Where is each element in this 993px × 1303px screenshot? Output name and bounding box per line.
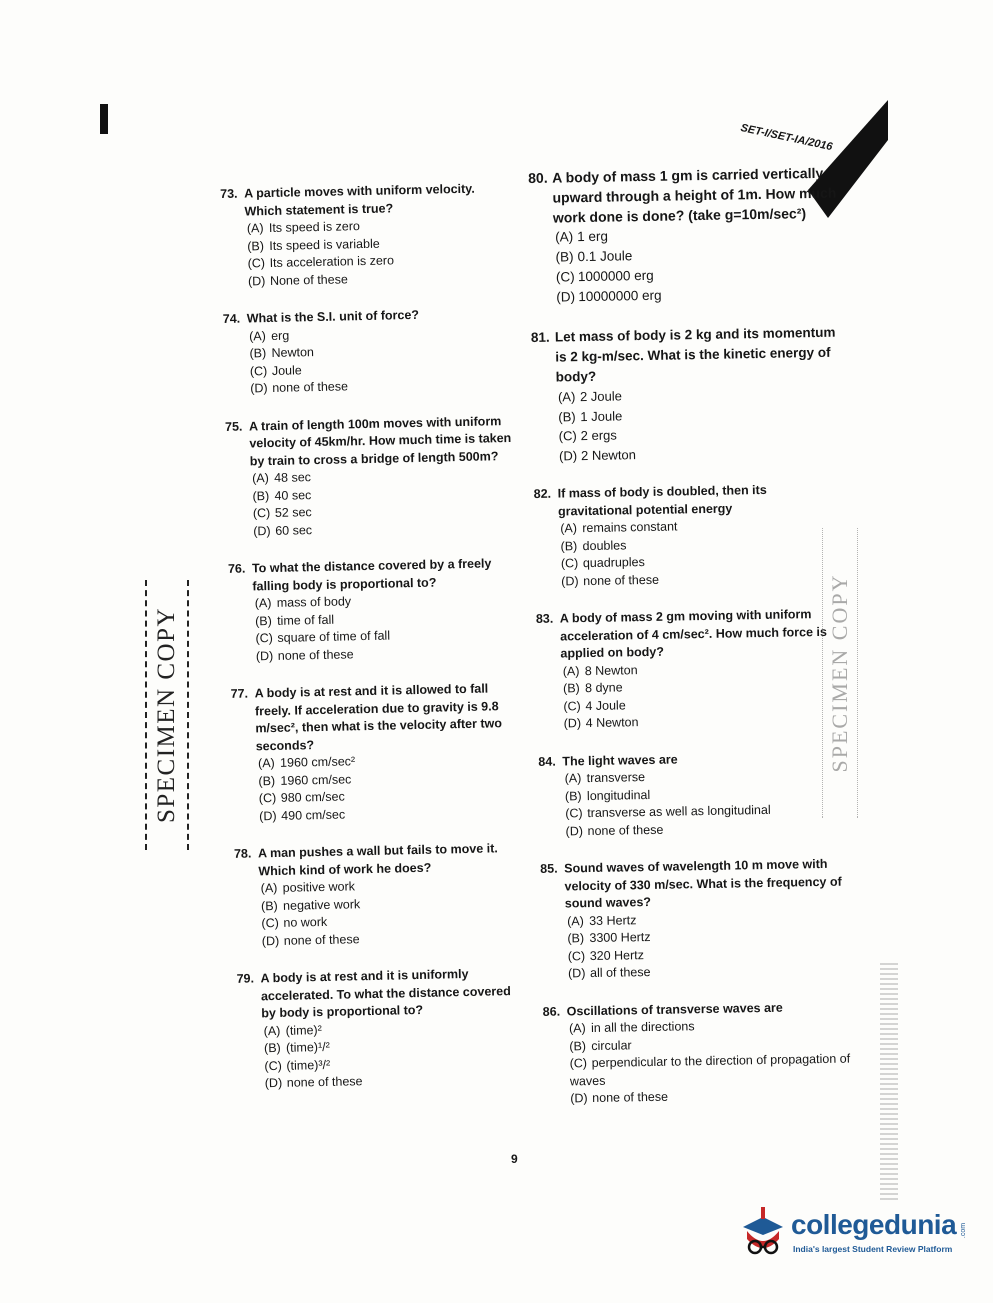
specimen-copy-stamp-left: SPECIMEN COPY (145, 580, 189, 850)
option: (B) time of fall (254, 612, 335, 628)
option: (C) 4 Joule (563, 697, 626, 713)
option: (C) 1000000 erg (555, 267, 654, 285)
question-number: 80. (528, 169, 548, 186)
question-text: A body of mass 2 gm moving with uniform acceleration of 4 cm/sec². How much force is applied on body? (559, 607, 828, 661)
question-77 (230, 680, 523, 826)
option: (C) (time)³/² (264, 1057, 331, 1073)
question-text: A particle moves with uniform velocity. Which statement is true? (244, 181, 475, 218)
option: (A) positive work (260, 879, 356, 896)
scan-black-mark (100, 104, 108, 134)
option: (C) perpendicular to the direction of propagation of waves (569, 1051, 851, 1088)
option: (A) Its speed is zero (246, 219, 361, 236)
question-81 (531, 323, 843, 466)
question-number: 76. (227, 561, 246, 576)
question-73 (220, 180, 512, 291)
specimen-copy-stamp-right: SPECIMEN COPY (822, 528, 858, 818)
question-85 (540, 855, 852, 983)
brand-name: collegedunia (791, 1209, 957, 1240)
question-74 (223, 305, 515, 399)
page-number: 9 (511, 1152, 518, 1166)
question-number: 79. (236, 971, 255, 986)
scan-edge-noise (880, 960, 898, 1200)
question-text: Oscillations of transverse waves are (566, 1000, 783, 1018)
option: (B) 0.1 Joule (555, 248, 633, 265)
option: (D) none of these (255, 646, 354, 663)
option: (B) 40 sec (252, 487, 312, 503)
option: (D) all of these (567, 964, 651, 981)
question-text: A body is at rest and it is uniformly accelerated. To what the distance covered by body is proportional to? (260, 966, 511, 1021)
option: (B) 1960 cm/sec (258, 771, 352, 788)
option: (C) transverse as well as longitudinal (565, 802, 771, 821)
option: (D) None of these (247, 271, 348, 288)
option: (B) 1 Joule (558, 407, 623, 425)
option: (D) none of these (261, 931, 360, 948)
question-number: 86. (542, 1004, 561, 1019)
option: (A) erg (248, 328, 290, 343)
question-text: What is the S.I. unit of force? (246, 307, 420, 326)
option: (B) circular (569, 1037, 632, 1053)
option: (D) none of these (250, 379, 349, 396)
question-86 (543, 998, 855, 1108)
brand-tagline: India's largest Student Review Platform (793, 1244, 953, 1254)
question-text: A body of mass 1 gm is carried vertically upward through a height of 1m. How much work done is done? (take g=10m/sec²) (552, 164, 837, 226)
option: (C) quadruples (560, 555, 645, 571)
option: (A) 8 Newton (562, 662, 638, 678)
question-number: 73. (220, 186, 238, 201)
option: (C) Its acceleration is zero (247, 253, 395, 271)
question-text: Let mass of body is 2 kg and its momentum is 2 kg-m/sec. What is the kinetic energy of body? (554, 324, 836, 385)
option: (D) 490 cm/sec (259, 807, 346, 823)
question-82 (534, 481, 846, 591)
option: (A) remains constant (560, 519, 678, 536)
question-text: Sound waves of wavelength 10 m move with velocity of 330 m/sec. What is the frequency of sound waves? (564, 856, 842, 911)
question-text: If mass of body is doubled, then its gravitational potential energy (557, 482, 767, 519)
option: (A) 1960 cm/sec² (257, 754, 356, 771)
set-code: SET-I/SET-IA/2016 (739, 122, 834, 154)
option: (D) 10000000 erg (556, 287, 662, 305)
question-text: To what the distance covered by a freely falling body is proportional to? (251, 556, 492, 593)
question-number: 77. (230, 686, 249, 701)
question-75 (225, 412, 518, 541)
question-76 (228, 555, 520, 666)
collegedunia-logo-icon (735, 1205, 791, 1259)
option: (B) (time)¹/² (263, 1039, 330, 1056)
question-text: The light waves are (562, 751, 678, 768)
question-84 (538, 748, 849, 841)
option: (D) none of these (264, 1074, 363, 1091)
option: (B) doubles (560, 537, 627, 553)
option: (A) mass of body (254, 594, 352, 611)
option: (A) (time)² (263, 1022, 322, 1038)
option: (D) none of these (561, 572, 660, 588)
option: (C) Joule (249, 362, 302, 378)
option: (B) Newton (249, 345, 315, 361)
question-79 (236, 965, 529, 1094)
question-number: 78. (233, 846, 252, 861)
option: (B) 3300 Hertz (567, 929, 651, 946)
option: (C) 2 ergs (558, 427, 617, 444)
option: (A) 2 Joule (557, 388, 623, 405)
question-number: 82. (533, 486, 552, 501)
option: (D) 4 Newton (563, 715, 639, 731)
question-number: 84. (538, 754, 556, 769)
option: (C) square of time of fall (255, 628, 391, 646)
collegedunia-brand[interactable] (735, 1205, 968, 1260)
question-83 (536, 606, 848, 734)
question-number: 74. (222, 311, 241, 326)
question-text: A body is at rest and it is allowed to fall freely. If acceleration due to gravity is 9.8 m/sec², then what is the velocity after two seconds? (254, 681, 503, 753)
option: (C) 980 cm/sec (258, 789, 345, 806)
question-text: A train of length 100m moves with uniform velocity of 45km/hr. How much time is taken by train to cross a bridge of length 500m? (248, 413, 512, 468)
option: (A) transverse (564, 770, 646, 786)
right-column (528, 163, 855, 1129)
option: (C) no work (261, 914, 328, 931)
question-78 (234, 840, 526, 951)
option: (D) 2 Newton (558, 446, 637, 464)
question-text: A man pushes a wall but fails to move it. Which kind of work he does? (257, 841, 498, 878)
option: (D) none of these (570, 1089, 669, 1106)
question-number: 75. (224, 419, 243, 434)
question-number: 83. (535, 611, 554, 626)
brand-suffix: .com (960, 1222, 968, 1239)
question-80 (528, 163, 840, 308)
option: (A) 33 Hertz (567, 912, 637, 928)
option: (C) 52 sec (252, 505, 312, 521)
question-number: 81. (530, 329, 550, 345)
option: (C) 320 Hertz (567, 947, 645, 963)
option: (A) in all the directions (568, 1019, 695, 1036)
option: (D) 60 sec (253, 522, 313, 538)
option: (B) Its speed is variable (247, 236, 380, 253)
option: (A) 1 erg (555, 228, 609, 245)
left-column (220, 180, 529, 1113)
option: (B) 8 dyne (562, 680, 623, 696)
option: (A) 48 sec (251, 470, 312, 486)
option: (B) negative work (260, 896, 361, 913)
question-number: 85. (540, 861, 558, 876)
option: (D) none of these (565, 822, 664, 838)
option: (B) longitudinal (564, 787, 651, 803)
